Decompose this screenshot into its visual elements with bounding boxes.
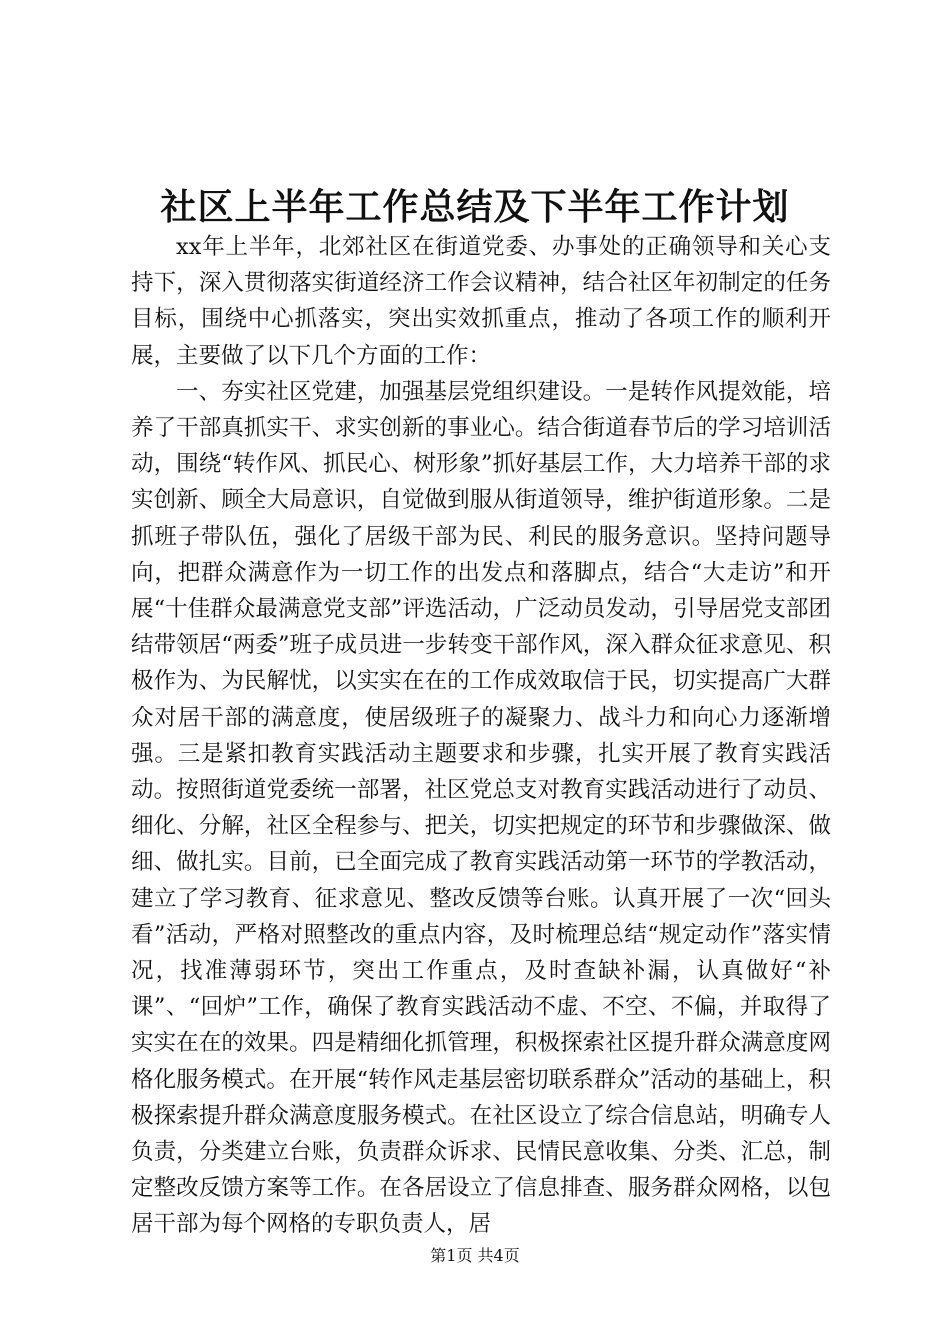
document-title: 社区上半年工作总结及下半年工作计划 [160, 186, 790, 228]
paragraph-intro: xx年上半年，北郊社区在街道党委、办事处的正确领导和关心支持下，深入贯彻落实街道经济工作会议精神，结合社区年初制定的任务目标，围绕中心抓落实，突出实效抓重点，推动了各项工作的顺利开展，主要做了以下几个方面的工作： [131, 234, 831, 369]
page-number-footer: 第1页 共4页 [430, 1246, 520, 1265]
document-body [131, 229, 831, 1243]
paragraph-party-building: 一、夯实社区党建，加强基层党组织建设。一是转作风提效能，培养了干部真抓实干、求实创新的事业心。结合街道春节后的学习培训活动，围绕“转作风、抓民心、树形象”抓好基层工作，大力培养干部的求实创新、顾全大局意识，自觉做到服从街道领导，维护街道形象。二是抓班子带队伍，强化了居级干部为民、利民的服务意识。坚持问题导向，把群众满意作为一切工作的出发点和落脚点，结合“大走访”和开展“十佳群众最满意党支部”评选活动，广泛动员发动，引导居党支部团结带领居“两委”班子成员进一步转变干部作风，深入群众征求意见、积极作为、为民解忧，以实实在在的工作成效取信于民，切实提高广大群众对居干部的满意度，使居级班子的凝聚力、战斗力和向心力逐渐增强。三是紧扣教育实践活动主题要求和步骤，扎实开展了教育实践活动。按照街道党委统一部署，社区党总支对教育实践活动进行了动员、细化、分解，社区全程参与、把关，切实把规定的环节和步骤做深、做细、做扎实。目前，已全面完成了教育实践活动第一环节的学教活动，建立了学习教育、征求意见、整改反馈等台账。认真开展了一次“回头看”活动，严格对照整改的重点内容，及时梳理总结“规定动作”落实情况，找准薄弱环节，突出工作重点，及时查缺补漏，认真做好“补课”、“回炉”工作，确保了教育实践活动不虚、不空、不偏，并取得了实实在在的效果。四是精细化抓管理，积极探索社区提升群众满意度网格化服务模式。在开展“转作风走基层密切联系群众”活动的基础上，积极探索提升群众满意度服务模式。在社区设立了综合信息站，明确专人负责，分类建立台账，负责群众诉求、民情民意收集、分类、汇总，制定整改反馈方案等工作。在各居设立了信息排查、服务群众网格，以包居干部为每个网格的专职负责人，居 [131, 378, 831, 1238]
